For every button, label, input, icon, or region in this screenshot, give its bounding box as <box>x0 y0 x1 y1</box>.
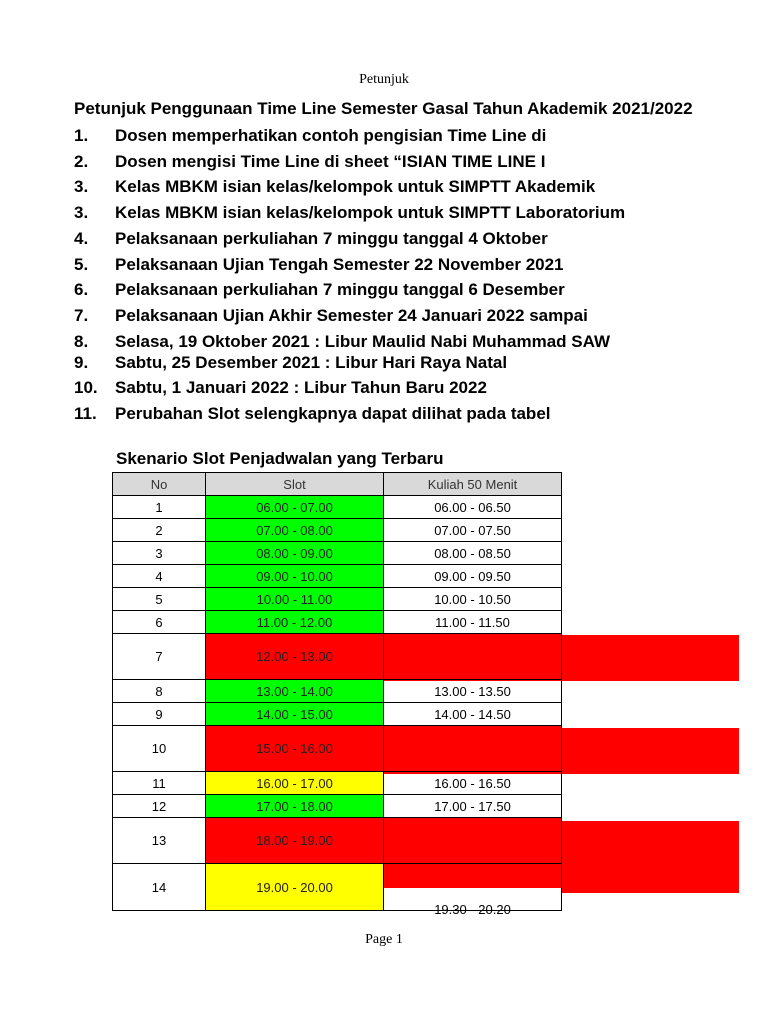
cell-no: 9 <box>113 703 206 726</box>
instruction-item <box>74 378 487 398</box>
cell-slot: 13.00 - 14.00 <box>206 680 384 703</box>
cell-slot: 11.00 - 12.00 <box>206 611 384 634</box>
cell-slot: 08.00 - 09.00 <box>206 542 384 565</box>
page-header: Petunjuk <box>359 72 409 87</box>
header-no: No <box>113 473 206 496</box>
item-number: 8. <box>74 332 89 351</box>
cell-no: 1 <box>113 496 206 519</box>
instruction-item <box>74 229 548 249</box>
table-row <box>113 795 562 818</box>
cell-no: 5 <box>113 588 206 611</box>
header-kuliah50: Kuliah 50 Menit <box>384 473 562 496</box>
instruction-item <box>74 332 610 352</box>
instruction-item <box>74 353 507 373</box>
item-text: Selasa, 19 Oktober 2021 : Libur Maulid Nabi Muhammad SAW <box>115 332 611 351</box>
cell-no: 3 <box>113 542 206 565</box>
item-number: 5. <box>74 255 89 274</box>
instruction-item <box>74 126 546 146</box>
cell-kuliah50: 13.00 - 13.50 <box>384 680 562 703</box>
item-text: Pelaksanaan perkuliahan 7 minggu tanggal 6 Desember <box>115 280 565 299</box>
table-row <box>113 864 562 911</box>
item-number: 3. <box>74 203 89 222</box>
item-number: 1. <box>74 126 89 145</box>
item-number: 4. <box>74 229 89 248</box>
cell-kuliah50-text: 19.30 - 20.20 <box>434 902 511 917</box>
item-number: 3. <box>74 177 89 196</box>
item-text: Kelas MBKM isian kelas/kelompok untuk SIMPTT Laboratorium <box>115 203 626 222</box>
item-number: 7. <box>74 306 89 325</box>
table-row <box>113 611 562 634</box>
cell-kuliah50 <box>384 726 562 772</box>
item-text: Sabtu, 1 Januari 2022 : Libur Tahun Baru 2022 <box>115 378 487 397</box>
instruction-item <box>74 152 545 172</box>
cell-kuliah50 <box>384 864 562 917</box>
cell-kuliah50 <box>384 634 562 680</box>
cell-slot: 16.00 - 17.00 <box>206 772 384 795</box>
item-text: Pelaksanaan perkuliahan 7 minggu tanggal 4 Oktober <box>115 229 548 248</box>
cell-no: 2 <box>113 519 206 542</box>
table-row <box>113 726 562 772</box>
cell-no: 12 <box>113 795 206 818</box>
cell-kuliah50: 14.00 - 14.50 <box>384 703 562 726</box>
item-text: Dosen mengisi Time Line di sheet “ISIAN TIME LINE I <box>115 152 546 171</box>
table-row <box>113 680 562 703</box>
cell-kuliah50: 06.00 - 06.50 <box>384 496 562 519</box>
item-number: 6. <box>74 280 89 299</box>
cell-slot: 06.00 - 07.00 <box>206 496 384 519</box>
cell-slot: 12.00 - 13.00 <box>206 634 384 680</box>
cell-slot: 14.00 - 15.00 <box>206 703 384 726</box>
cell-slot: 15.00 - 16.00 <box>206 726 384 772</box>
table-row <box>113 772 562 795</box>
cell-slot: 18.00 - 19.00 <box>206 818 384 864</box>
cell-kuliah50: 10.00 - 10.50 <box>384 588 562 611</box>
cell-slot: 09.00 - 10.00 <box>206 565 384 588</box>
document-title: Petunjuk Penggunaan Time Line Semester Gasal Tahun Akademik 2021/2022 <box>74 99 693 118</box>
cell-kuliah50: 08.00 - 08.50 <box>384 542 562 565</box>
item-text: Perubahan Slot selengkapnya dapat dilihat pada tabel <box>115 404 551 423</box>
table-row <box>113 542 562 565</box>
item-number: 9. <box>74 353 89 372</box>
cell-no: 6 <box>113 611 206 634</box>
table-row <box>113 565 562 588</box>
instruction-item <box>74 306 588 326</box>
cell-no: 8 <box>113 680 206 703</box>
instruction-item <box>74 203 625 223</box>
cell-no: 13 <box>113 818 206 864</box>
table-header-row <box>113 473 562 496</box>
table-row <box>113 634 562 680</box>
instruction-item <box>74 177 595 197</box>
instruction-item <box>74 255 564 275</box>
cell-kuliah50: 17.00 - 17.50 <box>384 795 562 818</box>
item-text: Pelaksanaan Ujian Akhir Semester 24 Januari 2022 sampai <box>115 306 588 325</box>
item-text: Sabtu, 25 Desember 2021 : Libur Hari Raya Natal <box>115 353 508 372</box>
table-row <box>113 703 562 726</box>
cell-no: 14 <box>113 864 206 911</box>
slot-table <box>112 472 562 916</box>
item-number: 11. <box>74 404 97 423</box>
page-footer: Page 1 <box>365 932 403 947</box>
item-text: Kelas MBKM isian kelas/kelompok untuk SIMPTT Akademik <box>115 177 596 196</box>
table-title: Skenario Slot Penjadwalan yang Terbaru <box>116 449 444 468</box>
cell-kuliah50 <box>384 818 562 864</box>
cell-kuliah50: 07.00 - 07.50 <box>384 519 562 542</box>
cell-no: 4 <box>113 565 206 588</box>
cell-slot: 10.00 - 11.00 <box>206 588 384 611</box>
cell-no: 7 <box>113 634 206 680</box>
item-text: Pelaksanaan Ujian Tengah Semester 22 November 2021 <box>115 255 564 274</box>
cell-kuliah50: 16.00 - 16.50 <box>384 772 562 795</box>
item-number: 2. <box>74 152 89 171</box>
header-slot: Slot <box>206 473 384 496</box>
item-number: 10. <box>74 378 98 397</box>
cell-slot: 17.00 - 18.00 <box>206 795 384 818</box>
instruction-item <box>74 404 551 424</box>
table-row <box>113 818 562 864</box>
cell-kuliah50: 09.00 - 09.50 <box>384 565 562 588</box>
table-row <box>113 519 562 542</box>
cell-slot: 19.00 - 20.00 <box>206 864 384 911</box>
cell-no: 11 <box>113 772 206 795</box>
cell-no: 10 <box>113 726 206 772</box>
instruction-item <box>74 280 565 300</box>
cell-slot: 07.00 - 08.00 <box>206 519 384 542</box>
item-text: Dosen memperhatikan contoh pengisian Time Line di <box>115 126 547 145</box>
cell-kuliah50: 11.00 - 11.50 <box>384 611 562 634</box>
table-row <box>113 496 562 519</box>
table-row <box>113 588 562 611</box>
